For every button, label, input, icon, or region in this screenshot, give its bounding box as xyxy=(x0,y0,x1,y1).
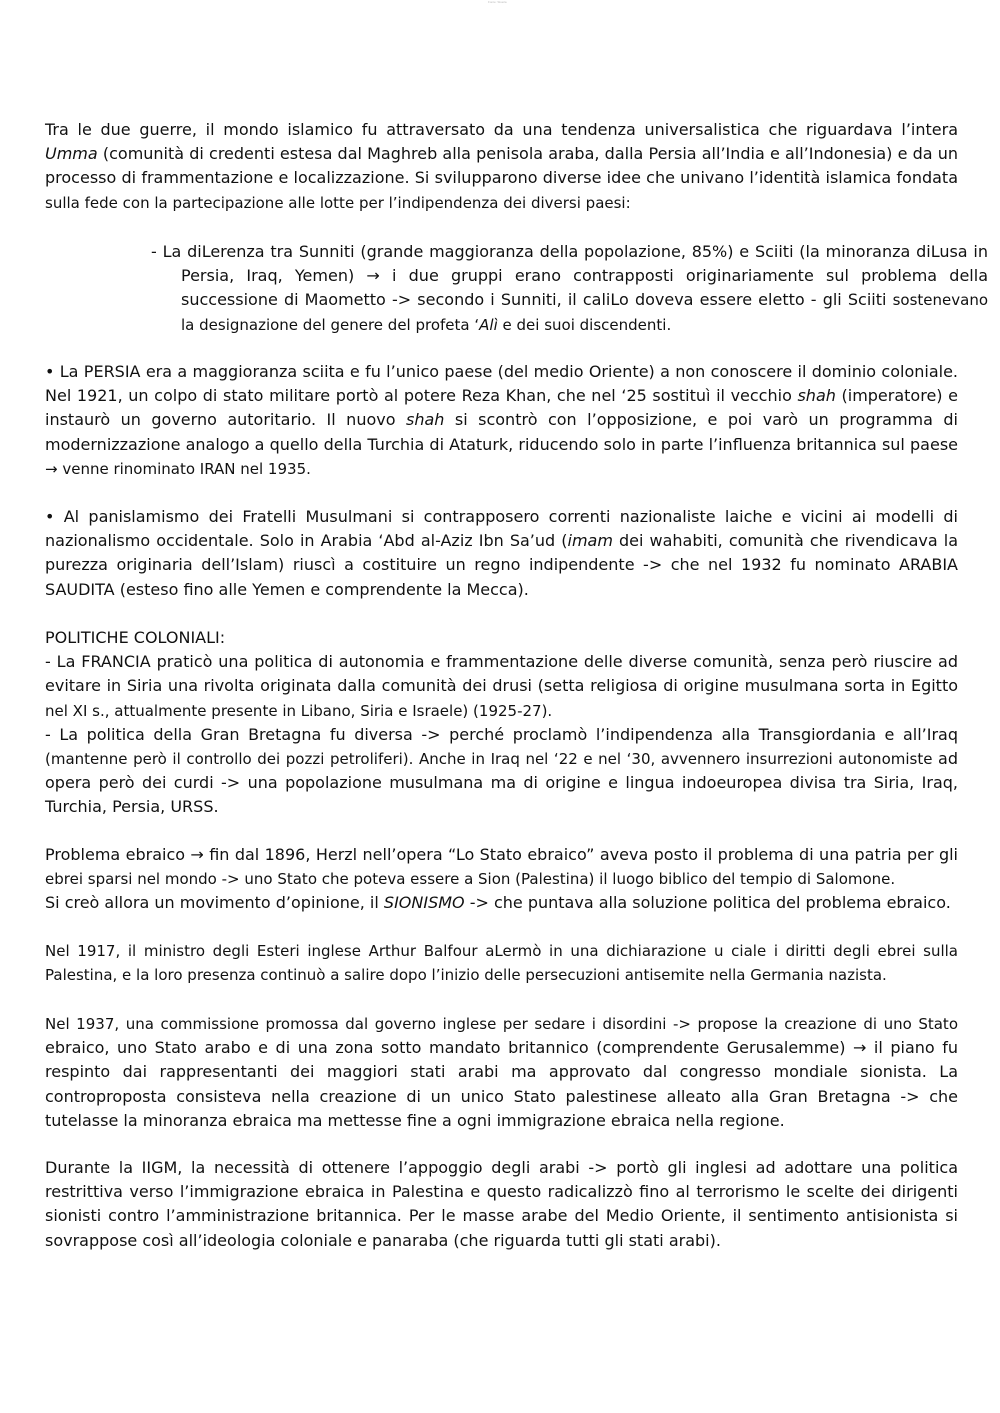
ebraico-text-b: ebrei sparsi nel mondo -> uno Stato che poteva essere a Sion (Palestina) il luogo biblico del tempio di Salomone. xyxy=(45,870,896,889)
intro-umma-term: Umma xyxy=(45,144,98,164)
persia-shah-term-2: shah xyxy=(405,410,445,430)
francia-text-a: - La FRANCIA praticò una politica di autonomia e frammentazione delle diverse comunità, senza però riuscire ad evitare in Siria una rivolta originata dalla comunità dei drusi (setta religiosa di origine musulmana sorta in Egitto xyxy=(45,652,958,696)
ebraico-text-d: -> che puntava alla soluzione politica del problema ebraico. xyxy=(464,893,951,913)
sunniti-ali-term: Alì xyxy=(479,315,498,334)
intro-text-a: Tra le due guerre, il mondo islamico fu attraversato da una tendenza universalistica che riguardava l’intera xyxy=(45,120,958,139)
ebraico-text-a: Problema ebraico → fin dal 1896, Herzl nell’opera “Lo Stato ebraico” aveva posto il problema di una patria per gli xyxy=(45,845,958,864)
politiche-title: POLITICHE COLONIALI: xyxy=(45,628,226,647)
persia-text-a: • La PERSIA era a maggioranza sciita e fu l’unico paese (del medio Oriente) a non conoscere il dominio coloniale. Nel 1921, un colpo di stato militare portò al potere Reza Khan, che nel ‘25 sostituì il vecchio xyxy=(45,362,958,406)
intro-text-c: sulla fede con la partecipazione alle lotte per l’indipendenza dei diversi paesi: xyxy=(45,193,631,212)
francia-text-b: nel XI s., attualmente presente in Libano, Siria e Israele) (1925-27). xyxy=(45,701,553,720)
balfour-paragraph: Nel 1917, il ministro degli Esteri inglese Arthur Balfour aLermò in una dichiarazione u ciale i diritti degli ebrei sulla Palestina, e la loro presenza continuò a salire dopo l’inizio delle persecuzioni antisemite nella Germania nazista. xyxy=(45,942,958,985)
persia-text-b: (imperatore) e instaurò un governo autoritario. Il nuovo xyxy=(45,386,958,430)
intro-paragraph xyxy=(45,118,958,215)
sionismo-term: SIONISMO xyxy=(383,893,465,913)
persia-shah-term: shah xyxy=(797,386,836,406)
persia-text-c: si scontrò con l’opposizione, e poi varò un programma di modernizzazione analogo a quello della Turchia di Ataturk, riducendo solo in parte l’influenza britannica sul paese xyxy=(45,410,959,454)
commissione-text-b: ebraico, uno Stato arabo e di una zona sotto mandato britannico (comprendente Gerusalemme) → il piano fu respinto dai rappresentanti dei maggiori stati arabi ma approvato dal congresso mondiale sionista. La controproposta consisteva nella creazione di un unico Stato palestinese alleato alla Gran Bretagna -> che tutelasse la minoranza ebraica ma mettesse fine a ogni immigrazione ebraica nella regione. xyxy=(45,1038,958,1130)
commissione-paragraph xyxy=(45,1012,958,1133)
persia-paragraph xyxy=(45,360,958,481)
panislamismo-paragraph xyxy=(45,505,958,602)
sunniti-text-c: e dei suoi discendenti. xyxy=(497,315,672,334)
header-watermark: Fonte: Skuola xyxy=(488,0,507,4)
gb-text-a: - La politica della Gran Bretagna fu diversa -> perché proclamò l’indipendenza alla Transgiordania e all’Iraq xyxy=(45,724,958,744)
politiche-coloniali-section xyxy=(45,626,958,820)
sunniti-text-a: - La diLerenza tra Sunniti (grande maggioranza della popolazione, 85%) e Sciiti (la minoranza diLusa in Persia, Iraq, Yemen) → i due gruppi erano contrapposti originariamente sul problema della successione di Maometto -> secondo i Sunniti, il caliLo doveva essere eletto - gli Sciiti xyxy=(151,242,988,310)
commissione-text-a: Nel 1937, una commissione promossa dal governo inglese per sedare i disordini -> propose la creazione di uno Stato xyxy=(45,1015,958,1033)
panislam-imam-term: imam xyxy=(567,531,613,551)
sunniti-sciiti-item xyxy=(151,240,988,337)
persia-text-d: → venne rinominato IRAN nel 1935. xyxy=(45,459,311,478)
panislam-text-b: dei wahabiti, comunità che rivendicava la purezza originaria dell’Islam) riuscì a costituire un regno indipendente -> che nel 1932 fu nominato ARABIA SAUDITA (esteso fino alle Yemen e comprendente la Mecca). xyxy=(45,531,958,599)
problema-ebraico-paragraph xyxy=(45,843,958,916)
iigm-paragraph: Durante la IIGM, la necessità di ottenere l’appoggio degli arabi -> portò gli inglesi ad adottare una politica restrittiva verso l’immigrazione ebraica in Palestina e questo radicalizzò fino al terrorismo le scelte dei dirigenti sionisti contro l’amministrazione britannica. Per le masse arabe del Medio Oriente, il sentimento antisionista si sovrappose così all’ideologia coloniale e panaraba (che riguarda tutti gli stati arabi). xyxy=(45,1158,958,1250)
gb-text-b: (mantenne però il controllo dei pozzi petroliferi). Anche in Iraq nel ‘22 e nel ‘30, avvennero insurrezioni autonomiste xyxy=(45,750,939,769)
panislam-text-a: • Al panislamismo dei Fratelli Musulmani si contrapposero correnti nazionaliste laiche e vicini ai modelli di nazionalismo occidentale. Solo in Arabia ‘Abd al-Aziz Ibn Sa’ud ( xyxy=(45,507,958,551)
intro-text-b: (comunità di credenti estesa dal Maghreb alla penisola araba, dalla Persia all’India e all’Indonesia) e da un processo di frammentazione e localizzazione. Si svilupparono diverse idee che univano l’identità islamica fondata xyxy=(45,144,958,188)
sunniti-text-b: sostenevano la designazione del genere del profeta ‘ xyxy=(181,291,988,334)
ebraico-text-c: Si creò allora un movimento d’opinione, il xyxy=(45,893,384,913)
gb-text-c: ad opera però dei curdi -> una popolazione musulmana ma di origine e lingua indoeuropea divisa tra Siria, Iraq, Turchia, Persia, URSS. xyxy=(45,749,958,817)
